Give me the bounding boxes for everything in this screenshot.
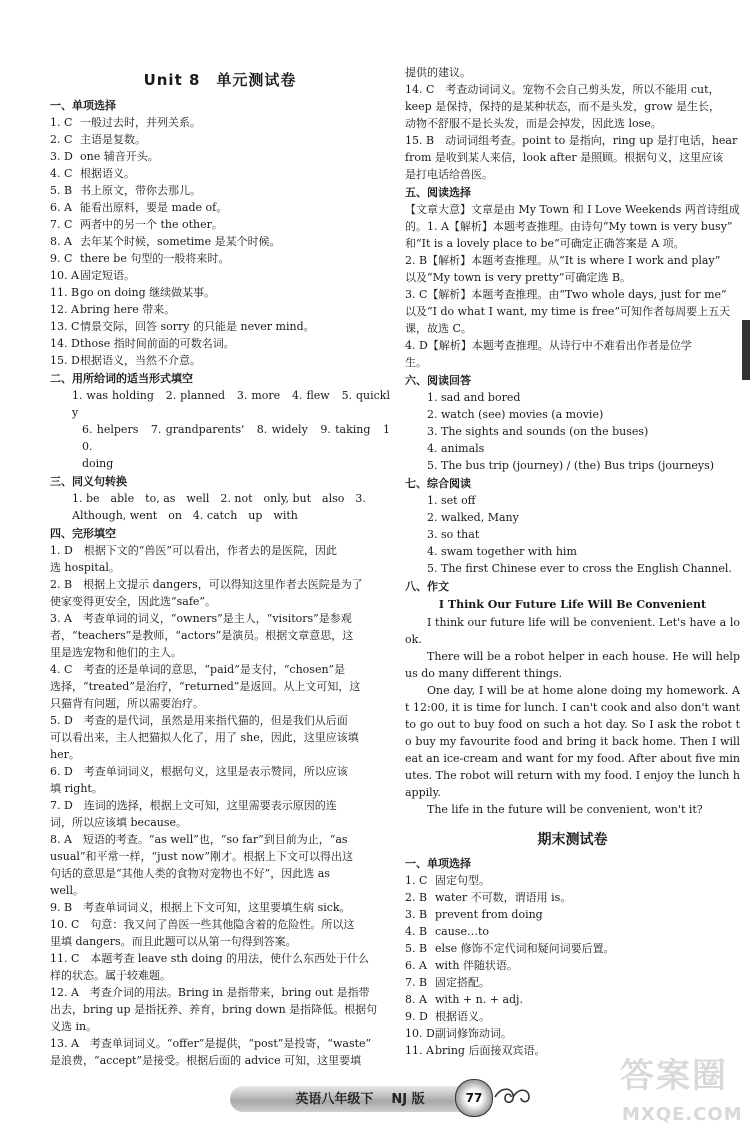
answer-line: 者，“teachers”是教师，“actors”是演员。根据文章意思，这 — [50, 629, 354, 642]
section-heading-fill-blank: 二、用所给词的适当形式填空 — [50, 372, 193, 385]
answer-item — [50, 114, 390, 131]
section-heading-comprehensive: 七、综合阅读 — [405, 477, 471, 490]
answer-text: 能看出原料，要是 made of。 — [80, 201, 228, 214]
section-heading-composition: 八、作文 — [405, 580, 449, 593]
answer-number: 2. B — [405, 891, 428, 904]
answer-line: 选择，“treated”是治疗，“returned”是返回。从上文可知，这 — [50, 680, 361, 693]
answer-line: 2. watch (see) movies (a movie) — [427, 408, 604, 421]
answer-line: 1. set off — [427, 494, 476, 507]
answer-number: 2. C — [50, 133, 73, 146]
answer-line: usual”和平常一样，“just now”刚才。根据上下文可以得出这 — [50, 850, 353, 863]
answer-line: 【文章大意】文章是由 My Town 和 I Love Weekends 两首诗组成 — [405, 203, 740, 216]
answer-line: 3. so that — [427, 528, 480, 541]
answer-line: 4. D【解析】本题考查推理。从诗行中不难看出作者是位学 — [405, 339, 692, 352]
answer-line: 10. C 句意：我又问了兽医一些其他隐含着的危险性。所以这 — [50, 918, 355, 931]
answer-text: 副词修饰动词。 — [435, 1027, 512, 1040]
answer-item — [50, 165, 390, 182]
essay-paragraph: The life in the future will be convenient, won't it? — [427, 803, 703, 816]
answer-line: 3. C【解析】本题考查推理。由“Two whole days, just for me” — [405, 288, 727, 301]
answer-line: from 是收到某人来信，look after 是照顾。根据句义，这里应该 — [405, 151, 724, 164]
answer-text: there be 句型的一般将来时。 — [80, 252, 230, 265]
answer-line: 样的状态。属于较难题。 — [50, 969, 171, 982]
answer-line: 1. was holding 2. planned 3. more 4. flew 5. quickly — [72, 389, 390, 419]
answer-item — [405, 974, 740, 991]
answer-line: 2. B【解析】本题考查推理。从“It is where I work and play” — [405, 254, 721, 267]
final-exam-title: 期末测试卷 — [537, 832, 608, 848]
answer-line: 4. animals — [427, 442, 485, 455]
answer-line: 填 right。 — [50, 782, 103, 795]
answer-line: 12. A 考查介词的用法。Bring in 是指带来，bring out 是指带 — [50, 986, 370, 999]
answer-line: keep 是保持，保持的是某种状态，而不是头发，grow 是生长， — [405, 100, 721, 113]
answer-text: with + n. + adj. — [435, 993, 523, 1006]
answer-item — [50, 250, 390, 267]
answer-number: 5. B — [50, 184, 73, 197]
answer-text: one 辅音开头。 — [80, 150, 159, 163]
answer-number: 6. A — [50, 201, 72, 214]
page-number: 77 — [455, 1079, 493, 1117]
footer-book-banner — [230, 1086, 490, 1112]
essay-paragraph: I think our future life will be convenient. Let's have a look. — [405, 616, 740, 646]
answer-item — [50, 233, 390, 250]
answer-line: 里填 dangers。而且此题可以从第一句得到答案。 — [50, 935, 297, 948]
answer-line: 6. D 考查单词词义，根据句义，这里是表示赞同，所以应该 — [50, 765, 348, 778]
answer-text: 根据语义，当然不介意。 — [80, 354, 201, 367]
answer-line: 可以看出来，主人把猫拟人化了，用了 she，因此，这里应该填 — [50, 731, 359, 744]
answer-item — [50, 318, 390, 335]
essay-paragraph: There will be a robot helper in each house. He will help us do many different things. — [405, 650, 740, 680]
answer-text: bring here 带来。 — [80, 303, 176, 316]
answer-number: 10. A — [50, 269, 79, 282]
answer-number: 7. C — [50, 218, 73, 231]
answer-number: 11. B — [50, 286, 80, 299]
answer-line: 使家变得更安全，因此选“safe”。 — [50, 595, 217, 608]
answer-line: 词，所以应该填 because。 — [50, 816, 188, 829]
answer-text: 固定短语。 — [80, 269, 135, 282]
answer-item — [405, 1008, 740, 1025]
answer-text: else 修饰不定代词和疑问词要后置。 — [435, 942, 615, 955]
reading-answer-list — [405, 389, 740, 474]
answer-item — [405, 1025, 740, 1042]
answer-number: 11. A — [405, 1044, 434, 1057]
answer-line: 2. B 根据上文提示 dangers，可以得知这里作者去医院是为了 — [50, 578, 363, 591]
answer-line: 提供的建议。 — [405, 66, 471, 79]
answer-line: 出去，bring up 是指抚养、养育，bring down 是指降低。根据句 — [50, 1003, 378, 1016]
answer-item — [50, 284, 390, 301]
essay-paragraph: One day, I will be at home alone doing my homework. At 12:00, it is time for lunch. I can't cook and also don't want to go out to buy food on such a hot day. So I ask the robot to buy my favourite food and bring it back home. Then I will eat an ice-cream and want for my food. After about five minutes. The robot will return with my food. I enjoy the lunch happily. — [405, 684, 740, 799]
answer-item — [50, 301, 390, 318]
answer-line: 3. A 考查单词的词义，“owners”是主人，“visitors”是参观 — [50, 612, 352, 625]
section-heading-reading-choice: 五、阅读选择 — [405, 186, 471, 199]
answer-line: 5. The first Chinese ever to cross the English Channel. — [427, 562, 732, 575]
answer-item — [50, 216, 390, 233]
answer-number: 15. D — [50, 354, 80, 367]
answer-text: with 伴随状语。 — [435, 959, 518, 972]
answer-line: 句话的意思是“其他人类的食物对宠物也不好”，因此选 as — [50, 867, 330, 880]
answer-text: 两者中的另一个 the other。 — [80, 218, 223, 231]
answer-number: 14. D — [50, 337, 80, 350]
watermark-line2: MXQE.COM — [622, 1104, 743, 1125]
answer-line: 选 hospital。 — [50, 561, 120, 574]
answer-item — [50, 352, 390, 369]
answer-text: 去年某个时候，sometime 是某个时候。 — [80, 235, 281, 248]
answer-line: 11. C 本题考查 leave sth doing 的用法，使什么东西处于什么 — [50, 952, 370, 965]
answer-line: 14. C 考查动词词义。宠物不会自己剪头发，所以不能用 cut， — [405, 83, 720, 96]
answer-text: cause…to — [435, 925, 490, 938]
answer-line: 15. B 动词词组考查。point to 是指向，ring up 是打电话，hear — [405, 134, 738, 147]
answer-line: 的。1. A【解析】本题考查推理。由诗句“My town is very busy” — [405, 220, 733, 233]
cloze-explanations — [50, 542, 390, 1069]
answer-number: 9. C — [50, 252, 73, 265]
answer-text: 主语是复数。 — [80, 133, 146, 146]
answer-number: 4. C — [50, 167, 73, 180]
answer-number: 4. B — [405, 925, 428, 938]
section-heading-final-single-choice: 一、单项选择 — [405, 857, 471, 870]
answer-item — [50, 148, 390, 165]
answer-number: 10. D — [405, 1027, 435, 1040]
watermark — [612, 1056, 743, 1128]
answer-number: 5. B — [405, 942, 428, 955]
essay-body — [405, 614, 740, 818]
answer-line: 1. sad and bored — [427, 391, 521, 404]
answer-line: 4. swam together with him — [427, 545, 577, 558]
answer-text: 根据语义。 — [435, 1010, 490, 1023]
answer-line: doing — [82, 457, 114, 470]
answer-text: those 指时间前面的可数名词。 — [80, 337, 235, 350]
comprehensive-list — [405, 492, 740, 577]
left-column — [50, 62, 390, 1069]
answer-line: 课，故选 C。 — [405, 322, 472, 335]
answer-item — [50, 182, 390, 199]
answer-item — [405, 923, 740, 940]
answer-line: 9. B 考查单词词义，根据上下文可知，这里要填生病 sick。 — [50, 901, 351, 914]
answer-line: 1. D 根据下文的“兽医”可以看出，作者去的是医院，因此 — [50, 544, 338, 557]
footer-book-title: 英语八年级下 — [295, 1091, 374, 1107]
answer-line: 动物不舒服不是长头发，而是会掉发，因此选 lose。 — [405, 117, 662, 130]
answer-line: 6. helpers 7. grandparents' 8. widely 9. taking 10. — [82, 423, 390, 453]
answer-number: 12. A — [50, 303, 79, 316]
section-heading-synonym: 三、同义句转换 — [50, 475, 127, 488]
answer-item — [50, 131, 390, 148]
section-heading-single-choice: 一、单项选择 — [50, 99, 116, 112]
unit-title: Unit 8 单元测试卷 — [143, 71, 297, 89]
answer-number: 7. B — [405, 976, 428, 989]
answer-text: 根据语义。 — [80, 167, 135, 180]
answer-item — [405, 889, 740, 906]
answer-line: 以及“My town is very pretty”可确定选 B。 — [405, 271, 632, 284]
footer-version: NJ 版 — [391, 1091, 425, 1107]
answer-line: well。 — [50, 884, 84, 897]
answer-number: 1. C — [405, 874, 428, 887]
answer-text: 固定句型。 — [435, 874, 490, 887]
answer-line: 7. D 连词的选择，根据上文可知，这里需要表示原因的连 — [50, 799, 337, 812]
answer-item — [50, 199, 390, 216]
answer-item — [405, 906, 740, 923]
answer-text: go on doing 继续做某事。 — [80, 286, 216, 299]
answer-line: 是打电话给兽医。 — [405, 168, 493, 181]
answer-item — [405, 872, 740, 889]
right-column — [405, 64, 740, 1059]
section-heading-cloze: 四、完形填空 — [50, 527, 116, 540]
edge-tab-marker — [742, 320, 750, 380]
answer-text: bring 后面接双宾语。 — [435, 1044, 546, 1057]
answer-text: 一般过去时，并列关系。 — [80, 116, 201, 129]
answer-line: 是浪费，“accept”是接受。根据后面的 advice 可知，这里要填 — [50, 1054, 362, 1067]
answer-line: 5. The bus trip (journey) / (the) Bus trips (journeys) — [427, 459, 715, 472]
answer-line: 生。 — [405, 356, 427, 369]
answer-line: 和“It is a lovely place to be”可确定正确答案是 A 项。 — [405, 237, 685, 250]
answer-line: 里是选宠物和他们的主人。 — [50, 646, 182, 659]
answer-line: 3. The sights and sounds (on the buses) — [427, 425, 649, 438]
answer-line: 4. C 考查的还是单词的意思，“paid”是支付，“chosen”是 — [50, 663, 346, 676]
answer-number: 8. A — [50, 235, 72, 248]
final-single-choice-list — [405, 872, 740, 1059]
essay-title: I Think Our Future Life Will Be Convenient — [438, 598, 707, 611]
answer-item — [50, 335, 390, 352]
answer-line: 只猫背有问题，所以需要治疗。 — [50, 697, 204, 710]
answer-line: 13. A 考查单词词义。“offer”是提供，“post”是投寄，“waste” — [50, 1037, 372, 1050]
answer-line: 以及“I do what I want, my time is free”可知作者每周要上五天 — [405, 305, 731, 318]
watermark-line1: 答案圈 — [620, 1056, 728, 1096]
single-choice-list — [50, 114, 390, 369]
answer-line: 1. be able to, as well 2. not only, but also 3. — [72, 492, 366, 505]
answer-item — [50, 267, 390, 284]
answer-line: 2. walked, Many — [427, 511, 519, 524]
reading-choice-explanations — [405, 201, 740, 371]
answer-number: 3. D — [50, 150, 73, 163]
answer-number: 13. C — [50, 320, 80, 333]
answer-number: 9. D — [405, 1010, 428, 1023]
answer-text: water 不可数，谓语用 is。 — [435, 891, 572, 904]
answer-line: 义选 in。 — [50, 1020, 98, 1033]
answer-item — [405, 957, 740, 974]
answer-number: 3. B — [405, 908, 428, 921]
answer-line: Although, went on 4. catch up with — [72, 509, 298, 522]
answer-number: 1. C — [50, 116, 73, 129]
answer-line: 5. D 考查的是代词，虽然是用来指代猫的，但是我们从后面 — [50, 714, 348, 727]
answer-text: 情景交际，回答 sorry 的只能是 never mind。 — [80, 320, 315, 333]
answer-number: 6. A — [405, 959, 427, 972]
answer-item — [405, 940, 740, 957]
answer-line: her。 — [50, 748, 80, 761]
answer-text: prevent from doing — [435, 908, 543, 921]
answer-text: 书上原文，带你去那儿。 — [80, 184, 201, 197]
answer-item — [405, 991, 740, 1008]
answer-line: 8. A 短语的考查。“as well”也，“so far”到目前为止，“as — [50, 833, 348, 846]
decorative-swirl-icon — [493, 1085, 533, 1109]
answer-text: 固定搭配。 — [435, 976, 490, 989]
answer-number: 8. A — [405, 993, 427, 1006]
section-heading-reading-answer: 六、阅读回答 — [405, 374, 471, 387]
cloze-continued — [405, 64, 740, 183]
